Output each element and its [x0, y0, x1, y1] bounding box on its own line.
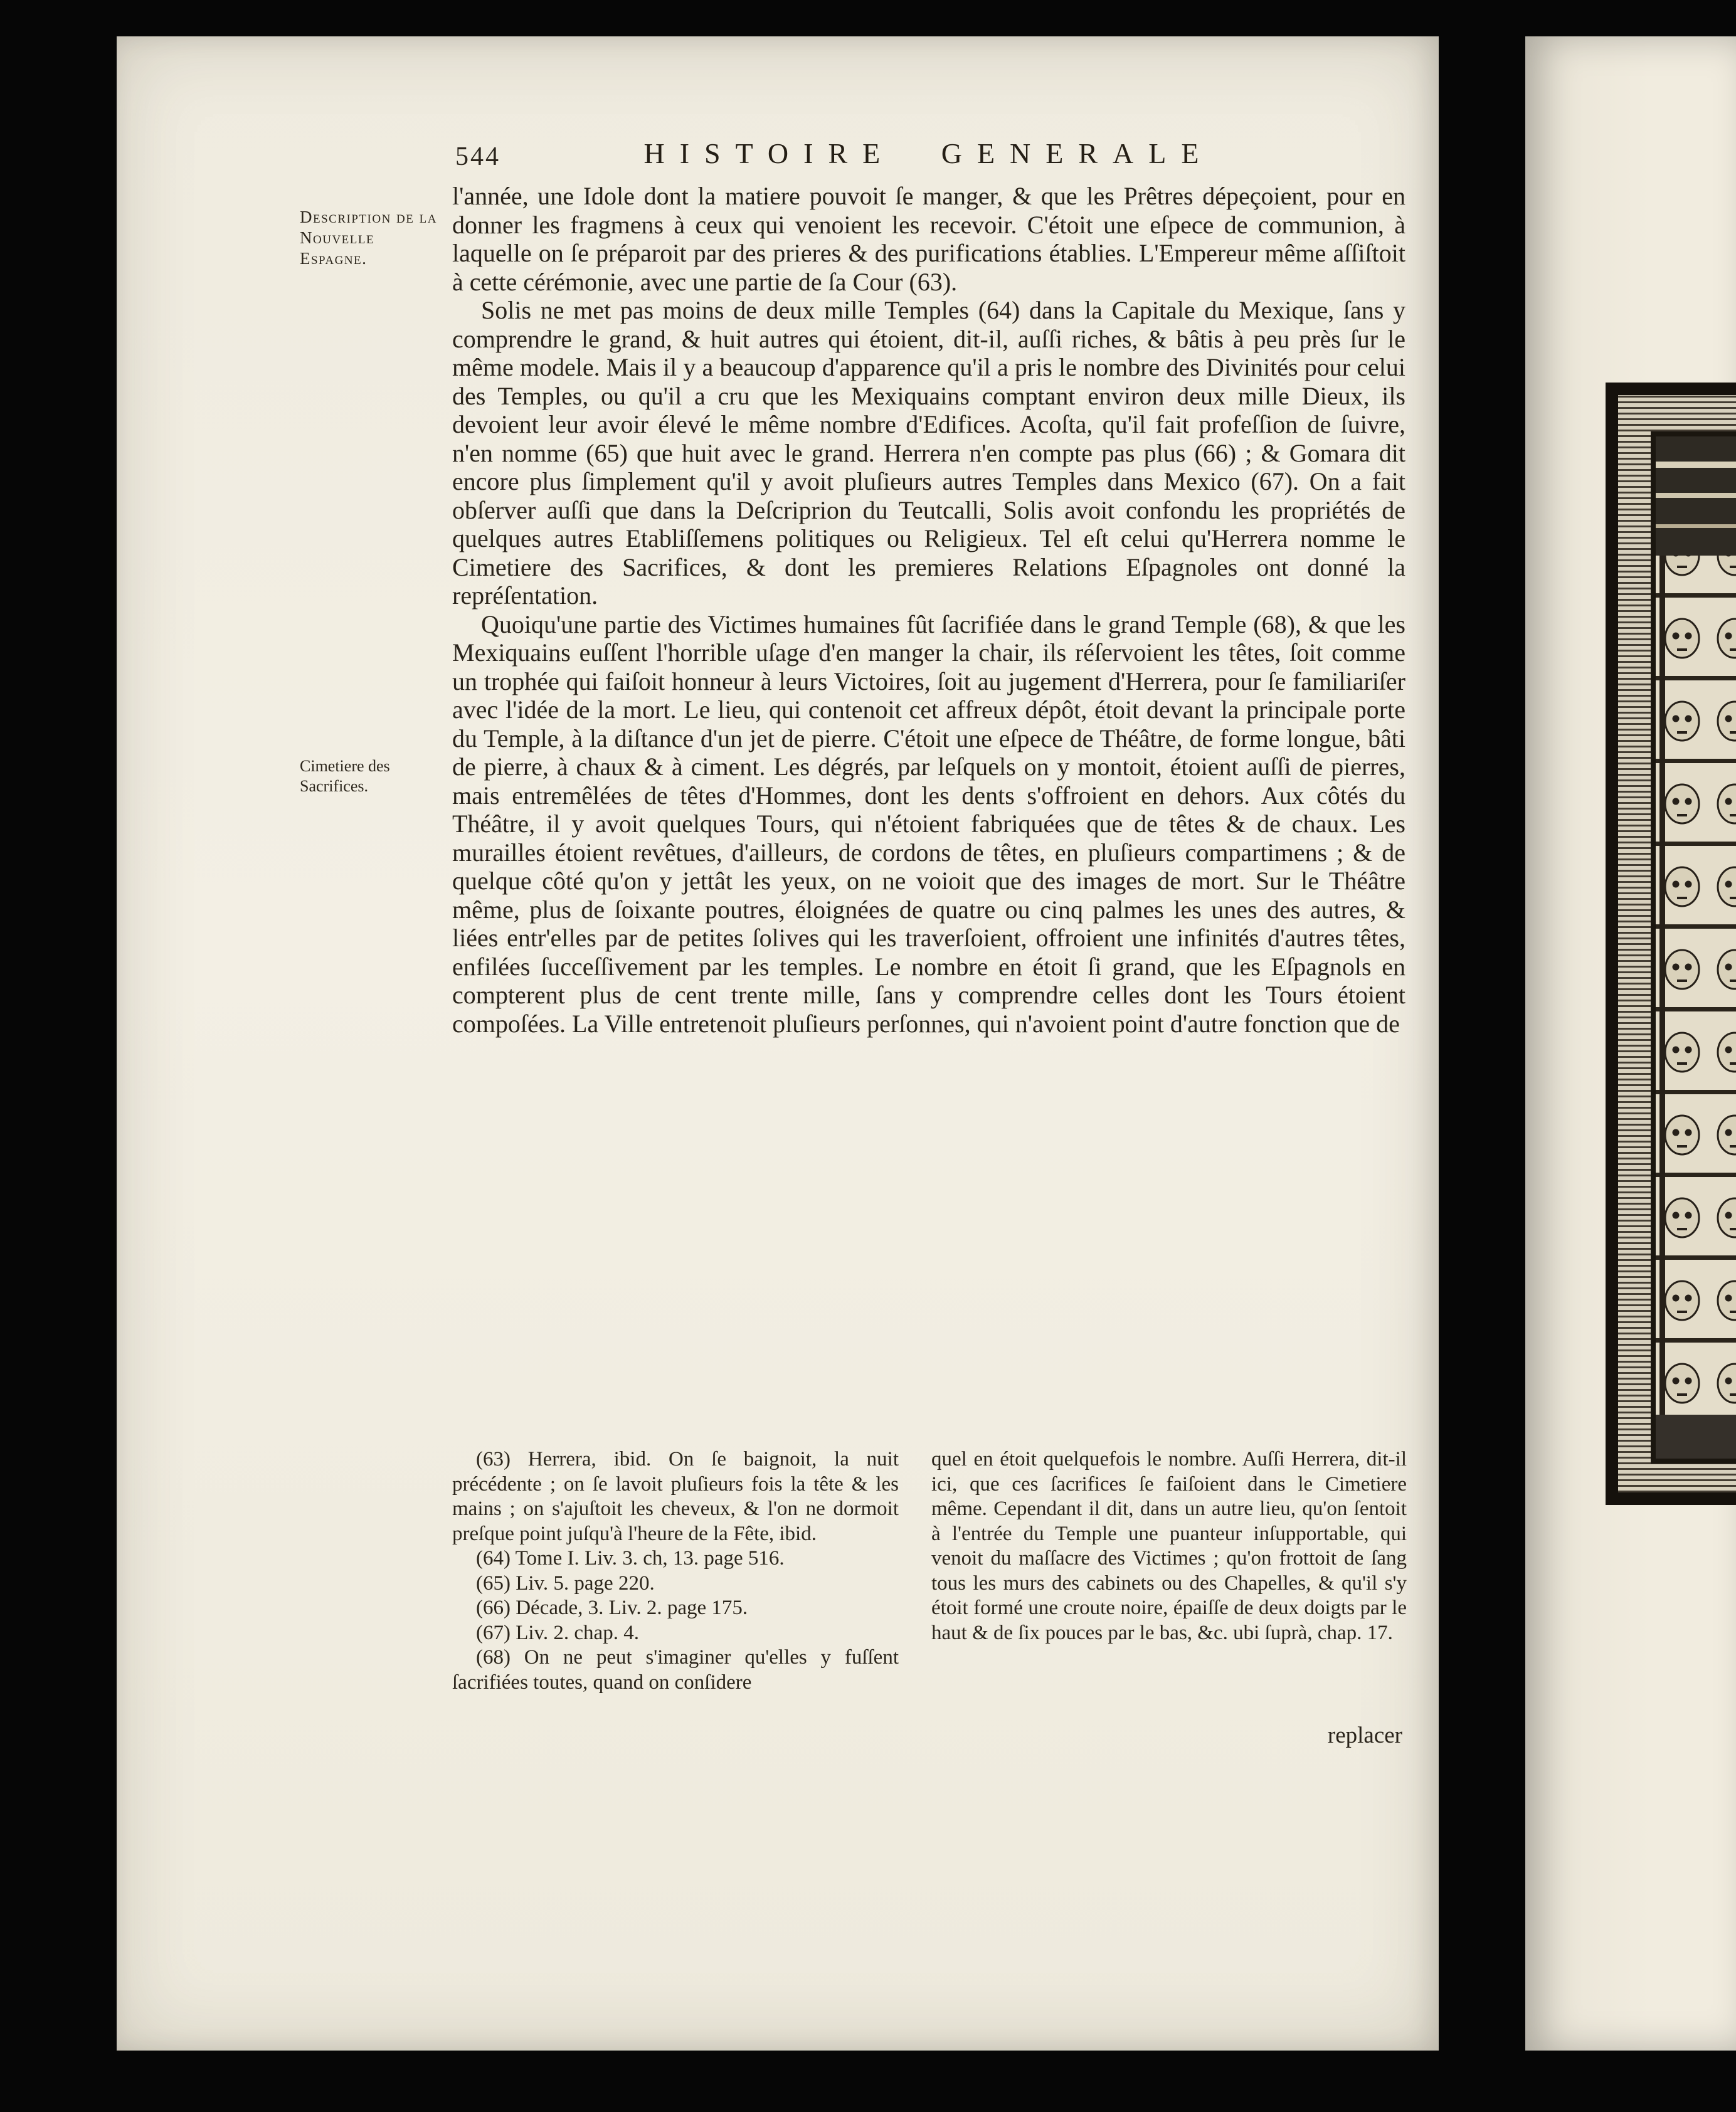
footnotes-left-column	[452, 1447, 899, 1695]
running-header: HISTOIRE GENERALE	[643, 137, 1214, 169]
footnote: (63) Herrera, ibid. On ſe baignoit, la nuit précédente ; on ſe lavoit pluſieurs fois la tête & les mains ; on s'ajuſtoit les cheveux, & l'on ne dormoit preſque point juſqu'à l'heure de la Fête, ibid.	[452, 1448, 899, 1545]
footnotes-right-column	[931, 1447, 1407, 1695]
body-paragraph: l'année, une Idole dont la matiere pouvoit ſe manger, & que les Prêtres dépeçoient, pour en donner les fragmens à ceux qui venoient les recevoir. C'étoit une eſpece de communion, à laquelle on ſe préparoit par des prieres & des purifications établies. L'Empereur même aſſiſtoit à cette cérémonie, avec une partie de ſa Cour (63).	[452, 182, 1405, 296]
body-paragraph: Quoiqu'une partie des Victimes humaines fût ſacrifiée dans le grand Temple (68), & que les Mexiquains euſſent l'horrible uſage d'en manger la chair, ils réſervoient les têtes, ſoit comme un trophée qui faiſoit honneur à leurs Victoires, ſoit au jugement d'Herrera, pour ſe familiariſer avec l'idée de la mort. Le lieu, qui contenoit cet affreux dépôt, étoit devant la principale porte du Temple, à la diſtance d'un jet de pierre. C'étoit une eſpece de Théâtre, de forme longue, bâti de pierre, à chaux & à ciment. Les dégrés, par leſquels on y montoit, étoient auſſi de pierres, mais entremêlées de têtes d'Hommes, dont les dents s'offroient en dehors. Aux côtés du Théâtre, il y avoit quelques Tours, qui n'étoient fabriquées que de têtes & de chaux. Les murailles étoient revêtues, d'ailleurs, de cordons de têtes, en pluſieurs compartimens ; & de quelque côté qu'on y jettât les yeux, on ne voioit que des images de mort. Sur le Théâtre même, plus de ſoixante poutres, éloignées de quatre ou cinq palmes les unes des autres, & liées entr'elles par de petites ſolives qui les traverſoient, offroient une infinités d'autres têtes, enfilées ſucceſſivement par les temples. Le nombre en étoit ſi grand, que les Eſpagnols en compterent plus de cent trente mille, ſans y comprendre celles dont les Tours étoient compoſées. La Ville entretenoit pluſieurs perſonnes, qui n'avoient point d'autre fonction que de	[452, 610, 1405, 1038]
body-paragraph: Solis ne met pas moins de deux mille Temples (64) dans la Capitale du Mexique, ſans y comprendre le grand, & huit autres qui étoient, dit-il, auſſi riches, & bâtis à peu près ſur le même modele. Mais il y a beaucoup d'apparence qu'il a pris le nombre des Divinités pour celui des Temples, ou qu'il a cru que les Mexiquains comptant environ deux mille Dieux, ils devoient leur avoir élevé le même nombre d'Edifices. Acoſta, qu'il fait profeſſion de ſuivre, n'en nomme (65) que huit avec le grand. Herrera n'en compte pas plus (66) ; & Gomara dit encore plus ſimplement qu'il y avoit pluſieurs autres Temples dans Mexico (67). On a fait obſerver auſſi que dans la Deſcriprion du Teutcalli, Solis avoit confondu les propriétés de quelques autres Etabliſſemens politiques ou Religieux. Tel eſt celui qu'Herrera nomme le Cimetiere des Sacrifices, & dont les premieres Relations Eſpagnoles ont donné la repréſentation.	[452, 296, 1405, 610]
catchword: replacer	[1327, 1723, 1402, 1748]
engraving-plate	[1606, 383, 1736, 1505]
footnotes	[452, 1447, 1407, 1695]
footnote: (64) Tome I. Liv. 3. ch, 13. page 516.	[476, 1547, 785, 1570]
margin-note-cimetiere: Cimetiere des Sacrifices.	[300, 757, 390, 795]
footnote: (68) On ne peut s'imaginer qu'elles y fuſſent ſacrifiées toutes, quand on conſidere	[452, 1646, 899, 1694]
footnote: (66) Décade, 3. Liv. 2. page 175.	[476, 1597, 748, 1619]
page-number: 544	[455, 142, 500, 171]
facing-page-edge	[1525, 36, 1736, 2051]
footnote: (65) Liv. 5. page 220.	[476, 1571, 655, 1595]
skull-rack-illustration	[1656, 436, 1736, 1459]
margin-note-description: Description de la Nouvelle Espagne.	[300, 208, 437, 268]
engraving-image	[1651, 431, 1736, 1464]
book-page	[117, 36, 1439, 2051]
footnote-continuation: quel en étoit quelquefois le nombre. Auſſi Herrera, dit-il ici, que ces ſacrifices ſe faiſoient dans le Cimetiere même. Cependant il dit, dans un autre lieu, qu'on ſentoit à l'entrée du Temple une puanteur inſupportable, qui venoit du maſſacre des Victimes ; qu'on frottoit de ſang tous les murs des cabinets ou des Chapelles, & qu'il s'y étoit formé une croute noire, épaiſſe de deux doigts par le haut & de ſix pouces par le bas, &c. ubi ſuprà, chap. 17.	[931, 1448, 1407, 1644]
footnote: (67) Liv. 2. chap. 4.	[476, 1621, 639, 1644]
body-text	[452, 182, 1405, 1038]
